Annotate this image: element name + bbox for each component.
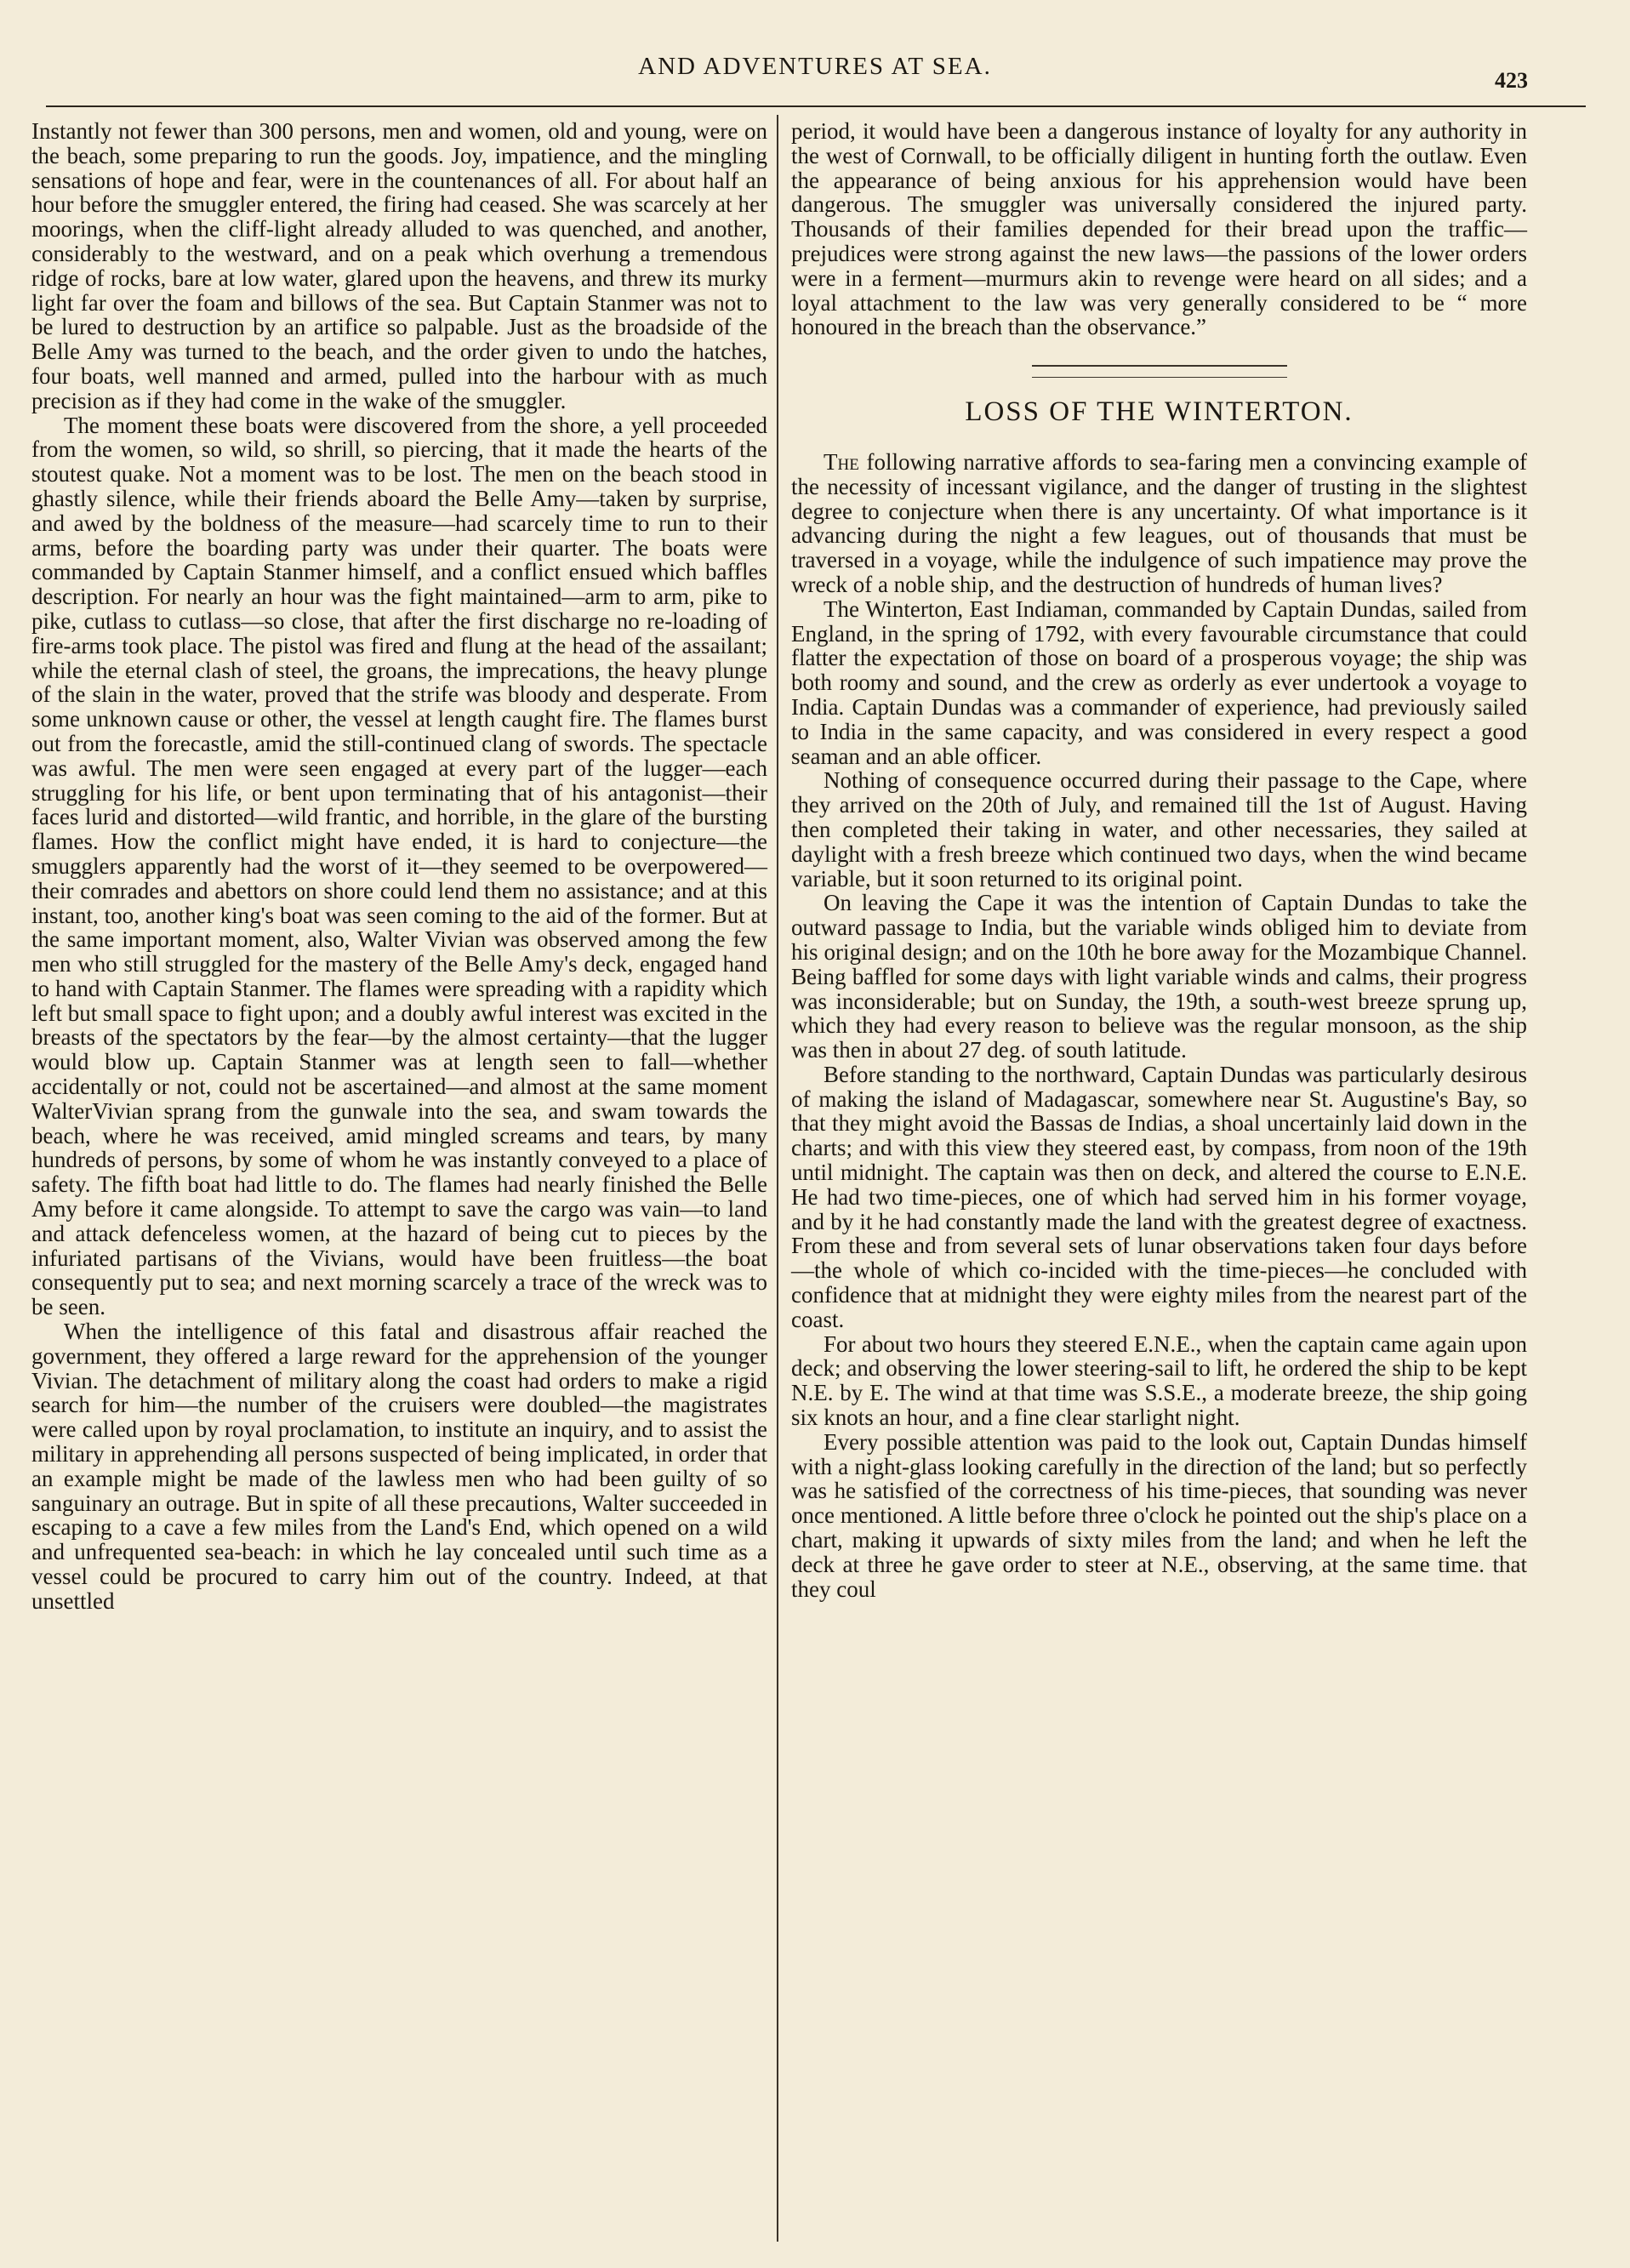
paragraph: For about two hours they steered E.N.E., when the captain came again upon deck; and observing the lower steering-sail to lift, he ordered the ship to be kept N.E. by E. The wind at that time was S.S.E., a moderate breeze, the ship going six knots an hour, and a fine clear starlight night. (791, 1331, 1527, 1431)
column-divider (777, 115, 778, 2242)
paragraph: Every possible attention was paid to the look out, Captain Dundas himself with a night-glass looking carefully in the direction of the land; but so perfectly was he satisfied of the correctness of his time-pieces, that sounding was never once mentioned. A little before three o'clock he pointed out the ship's place on a chart, making it upwards of sixty miles from the land; and when he left the deck at three he gave order to steer at N.E., observing, at the same time. that they coul (791, 1428, 1527, 1602)
lead-paragraph-text: following narrative affords to sea-faring men a convincing example of the necessity of incessant vigilance, and the danger of trusting in the slightest degree to conjecture when there is any uncertainty. Of what importance is it advancing during the night a few leagues, out of thousands that must be traversed in a voyage, while the indulgence of such impatience may prove the wreck of a noble ship, and the destruction of hundreds of human lives? (791, 448, 1527, 597)
left-column (31, 119, 767, 1614)
page-number: 423 (1495, 68, 1528, 93)
running-head: AND ADVENTURES AT SEA. (638, 53, 992, 80)
paragraph: When the intelligence of this fatal and disastrous affair reached the government, they offered a large reward for the apprehension of the younger Vivian. The detachment of military along the coast had orders to make a rigid search for him—the number of the cruisers were doubled—the magistrates were called upon by royal proclamation, to institute an inquiry, and to assist the military in apprehending all persons suspected of being implicated, in order that an example might be made of the lawless men who had been guilty of so sanguinary an outrage. But in spite of all these precautions, Walter succeeded in escaping to a cave a few miles from the Land's End, which opened on a wild and unfrequented sea-beach: in which he lay concealed until such time as a vessel could be procured to carry him out of the country. Indeed, at that unsettled (31, 1319, 767, 1614)
section-ornament (1032, 365, 1287, 378)
paragraph: The moment these boats were discovered from the shore, a yell proceeded from the women, so wild, so shrill, so piercing, that it made the hearts of the stoutest quake. Not a moment was to be lost. The men on the beach stood in ghastly silence, while their friends aboard the Belle Amy—taken by surprise, and awed by the boldness of the measure—had scarcely time to run to their arms, before the boarding party was under their quarter. The boats were commanded by Captain Stanmer himself, and a conflict ensued which baffles description. For nearly an hour was the fight maintained—arm to arm, pike to pike, cutlass to cutlass—so close, that after the first discharge no re-loading of fire-arms took place. The pistol was fired and flung at the head of the assailant; while the eternal clash of steel, the groans, the imprecations, the heavy plunge of the slain in the water, proved that the strife was bloody and desperate. From some unknown cause or other, the vessel at length caught fire. The flames burst out from the forecastle, amid the still-continued clang of swords. The spectacle was awful. The men were seen engaged at every part of the lugger—each struggling for his life, or bent upon terminating that of his antagonist—their faces lurid and distorted—wild frantic, and horrible, in the glare of the bursting flames. How the conflict might have ended, it is hard to conjecture—the smugglers apparently had the worst of it—they seemed to be overpowered—their comrades and abettors on shore could lend them no assistance; and at this instant, too, another king's boat was seen coming to the aid of the former. But at the same important moment, also, Walter Vivian was observed among the few men who still struggled for the mastery of the Belle Amy's deck, engaged hand to hand with Captain Stanmer. The flames were spreading with a rapidity which left but small space to fight upon; and a doubly awful interest was excited in the breasts of the spectators by the fear—by the almost certainty—that the lugger would blow up. Captain Stanmer was at length seen to fall—whether accidentally or not, could not be ascertained—and almost at the same moment WalterVivian sprang from the gunwale into the sea, and swam towards the beach, where he was received, amid mingled screams and tears, by many hundreds of persons, by some of whom he was instantly conveyed to a place of safety. The fifth boat had little to do. The flames had nearly finished the Belle Amy before it came alongside. To attempt to save the cargo was vain—to land and attack defenceless women, at the hazard of being cut to pieces by the infuriated partisans of the Vivians, would have been fruitless—the boat consequently put to sea; and next morning scarcely a trace of the wreck was to be seen. (31, 412, 767, 1320)
paragraph: Instantly not fewer than 300 persons, men and women, old and young, were on the beach, some preparing to run the goods. Joy, impatience, and the mingling sensations of hope and fear, were in the countenances of all. For about half an hour before the smuggler entered, the firing had ceased. She was scarcely at her moorings, when the cliff-light already alluded to was quenched, and another, considerably to the westward, and on a peak which overhung a tremendous ridge of rocks, bare at low water, glared upon the heavens, and threw its murky light far over the foam and billows of the sea. But Captain Stanmer was not to be lured to destruction by an artifice so palpable. Just as the broadside of the Belle Amy was turned to the beach, and the order given to undo the hatches, four boats, well manned and armed, pulled into the harbour with as much precision as if they had come in the wake of the smuggler. (31, 118, 767, 413)
continuation-paragraph: period, it would have been a dangerous instance of loyalty for any authority in the west of Cornwall, to be officially diligent in hunting forth the outlaw. Even the appearance of being anxious for his apprehension would have been dangerous. The smuggler was universally considered the injured party. Thousands of their families depended for their bread upon the traffic—prejudices were strong against the new laws—the passions of the lower orders were in a ferment—murmurs akin to revenge were heard on all sides; and a loyal attachment to the law was very generally considered to be “ more honoured in the breach than the observance.” (791, 118, 1527, 340)
paragraph: Nothing of consequence occurred during their passage to the Cape, where they arrived on the 20th of July, and remained till the 1st of August. Having then completed their taking in water, and other necessaries, they sailed at daylight with a fresh breeze which continued two days, when the wind became variable, but it soon returned to its original point. (791, 767, 1527, 892)
lead-word: The (824, 448, 859, 475)
right-column (791, 119, 1527, 1601)
header-rule (46, 105, 1586, 107)
paragraph: On leaving the Cape it was the intention of Captain Dundas to take the outward passage to India, but the variable winds obliged him to deviate from his original design; and on the 10th he bore away for the Mozambique Channel. Being baffled for some days with light variable winds and calms, their progress was inconsiderable; but on Sunday, the 19th, a south-west breeze sprung up, which they had every reason to believe was the regular monsoon, as the ship was then in about 27 deg. of south latitude. (791, 890, 1527, 1063)
paragraph: The Winterton, East Indiaman, commanded by Captain Dundas, sailed from England, in the spring of 1792, with every favourable circumstance that could flatter the expectation of those on board of a prosperous voyage; the ship was both roomy and sound, and the crew as orderly as ever undertook a voyage to India. Captain Dundas was a commander of experience, had previously sailed to India in the same capacity, and was considered in every respect a good seaman and an able officer. (791, 595, 1527, 769)
paragraph: Before standing to the northward, Captain Dundas was particularly desirous of making the island of Madagascar, somewhere near St. Augustine's Bay, so that they might avoid the Bassas de Indias, a shoal uncertainly laid down in the charts; and with this view they steered east, by compass, from noon of the 19th until midnight. The captain was then on deck, and altered the course to E.N.E. He had two time-pieces, one of which had served him in his former voyage, and by it he had constantly made the land with the greatest degree of exactness. From these and from several sets of lunar observations taken four days before—the whole of which co-incided with the time-pieces—he concluded with confidence that at midnight they were eighty miles from the nearest part of the coast. (791, 1061, 1527, 1332)
article-title: LOSS OF THE WINTERTON. (965, 396, 1354, 428)
lead-paragraph (791, 450, 1527, 597)
